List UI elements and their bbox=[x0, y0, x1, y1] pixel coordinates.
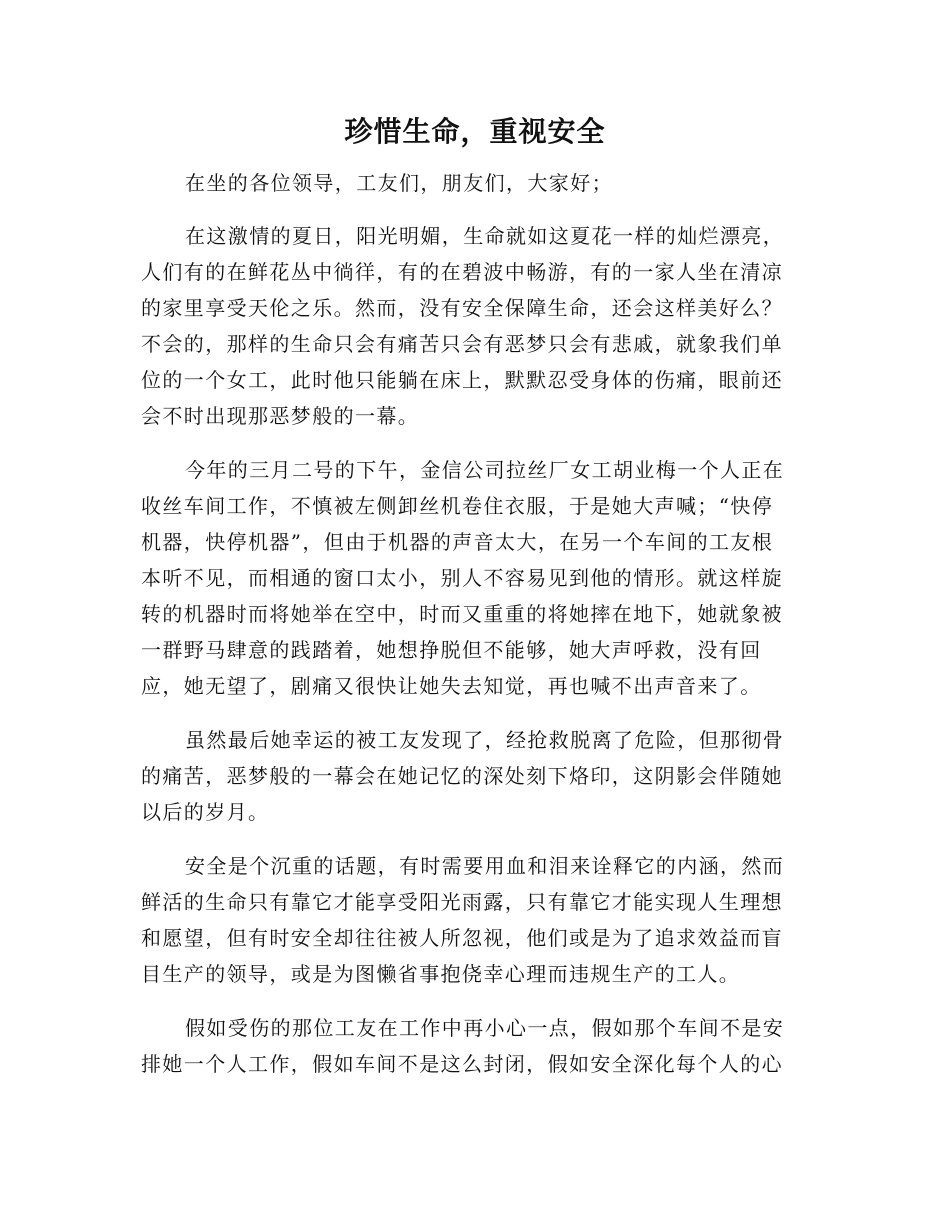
paragraph-line: 在这激情的夏日，阳光明媚，生命就如这夏花一样的灿烂漂亮， bbox=[185, 224, 785, 248]
paragraph-line: 排她一个人工作，假如车间不是这么封闭，假如安全深化每个人的心 bbox=[141, 1052, 783, 1076]
paragraph-line: 今年的三月二号的下午，金信公司拉丝厂女工胡业梅一个人正在 bbox=[185, 458, 785, 482]
paragraph-line: 收丝车间工作，不慎被左侧卸丝机卷住衣服，于是她大声喊；“快停 bbox=[141, 494, 774, 518]
paragraph-line: 的痛苦，恶梦般的一幕会在她记忆的深处刻下烙印，这阴影会伴随她 bbox=[141, 764, 783, 788]
paragraph-line: 一群野马肆意的践踏着，她想挣脱但不能够，她大声呼救，没有回 bbox=[141, 638, 762, 662]
paragraph-line: 本听不见，而相通的窗口太小，别人不容易见到他的情形。就这样旋 bbox=[141, 566, 783, 590]
paragraph-line: 鲜活的生命只有靠它才能享受阳光雨露，只有靠它才能实现人生理想 bbox=[141, 890, 783, 914]
paragraph-line: 以后的岁月。 bbox=[141, 800, 270, 824]
paragraph-line: 的家里享受天伦之乐。然而，没有安全保障生命，还会这样美好么？ bbox=[141, 296, 783, 320]
paragraph-line: 会不时出现那恶梦般的一幕。 bbox=[141, 404, 420, 428]
paragraph-line: 虽然最后她幸运的被工友发现了，经抢救脱离了危险，但那彻骨 bbox=[185, 728, 785, 752]
paragraph-line: 应，她无望了，剧痛又很快让她失去知觉，再也喊不出声音来了。 bbox=[141, 674, 762, 698]
paragraph-line: 和愿望，但有时安全却往往被人所忽视，他们或是为了追求效益而盲 bbox=[141, 926, 783, 950]
paragraph-line: 安全是个沉重的话题，有时需要用血和泪来诠释它的内涵，然而 bbox=[185, 854, 785, 878]
paragraph-line: 不会的，那样的生命只会有痛苦只会有恶梦只会有悲戚，就象我们单 bbox=[141, 332, 783, 356]
paragraph-line: 人们有的在鲜花丛中徜徉，有的在碧波中畅游，有的一家人坐在清凉 bbox=[141, 260, 783, 284]
paragraph-line: 目生产的领导，或是为图懒省事抱侥幸心理而违规生产的工人。 bbox=[141, 962, 741, 986]
greeting-line: 在坐的各位领导，工友们，朋友们，大家好； bbox=[185, 171, 613, 195]
paragraph-line: 机器，快停机器”，但由于机器的声音太大，在另一个车间的工友根 bbox=[141, 530, 774, 554]
paragraph-line: 位的一个女工，此时他只能躺在床上，默默忍受身体的伤痛，眼前还 bbox=[141, 368, 783, 392]
document-title: 珍惜生命，重视安全 bbox=[344, 115, 606, 148]
paragraph-line: 假如受伤的那位工友在工作中再小心一点，假如那个车间不是安 bbox=[185, 1016, 785, 1040]
paragraph-line: 转的机器时而将她举在空中，时而又重重的将她摔在地下，她就象被 bbox=[141, 602, 783, 626]
